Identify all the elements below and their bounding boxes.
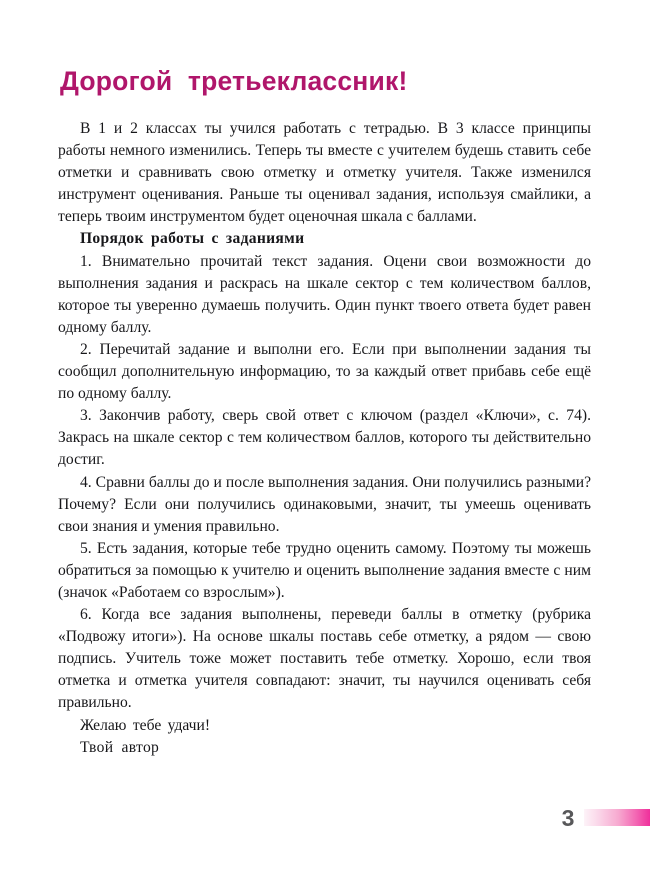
page-number: 3 xyxy=(561,805,575,831)
page-title: Дорогой третьеклассник! xyxy=(60,65,408,96)
author-signature: Твой автор xyxy=(80,738,160,756)
step-paragraph-6: 6. Когда все задания выполнены, переведи баллы в отметку (рубрика «Подвожу итоги»). На основе шкалы поставь себе отметку, а рядом — свою подпись. Учитель тоже может поставить тебе отметку. Хорошо, если твоя отметка и отметка учителя совпадают: значит, ты научился оценивать себя правильно. xyxy=(58,606,591,712)
step-paragraph-4: 4. Сравни баллы до и после выполнения задания. Они получились разными? Почему? Если они получились одинаковыми, значит, ты умеешь оценивать свои знания и умения правильно. xyxy=(58,473,591,535)
step-paragraph-1: 1. Внимательно прочитай текст задания. Оцени свои возможности до выполнения задания и раскрась на шкале сектор с тем количеством баллов, которое ты уверенно думаешь получить. Один пункт твоего ответа будет равен одному баллу. xyxy=(58,252,591,336)
step-paragraph-5: 5. Есть задания, которые тебе трудно оценить самому. Поэтому ты можешь обратиться за помощью к учителю и оценить выполнение задания вместе с ним (значок «Работаем со взрослым»). xyxy=(58,539,591,601)
closing-wish: Желаю тебе удачи! xyxy=(80,716,211,734)
step-paragraph-2: 2. Перечитай задание и выполни его. Если при выполнении задания ты сообщил дополнительную информацию, то за каждый ответ прибавь себе ещё по одному баллу. xyxy=(58,340,591,403)
section-subheading: Порядок работы с заданиями xyxy=(80,230,305,248)
footer-gradient-bar xyxy=(584,809,650,826)
step-paragraph-3: 3. Закончив работу, сверь свой ответ с ключом (раздел «Ключи», с. 74). Закрась на шкале сектор с тем количеством баллов, которого ты действительно достиг. xyxy=(58,407,591,469)
body-text-block xyxy=(58,118,591,759)
intro-paragraph: В 1 и 2 классах ты учился работать с тетрадью. В 3 классе принципы работы немного изменились. Теперь ты вместе с учителем будешь ставить себе отметки и сравнивать свою отметку и отметку учителя. Также изменился инструмент оценивания. Раньше ты оценивал задания, используя смайлики, а теперь твоим инструментом будет оценочная шкала с баллами. xyxy=(58,120,591,226)
page-footer xyxy=(0,805,650,835)
